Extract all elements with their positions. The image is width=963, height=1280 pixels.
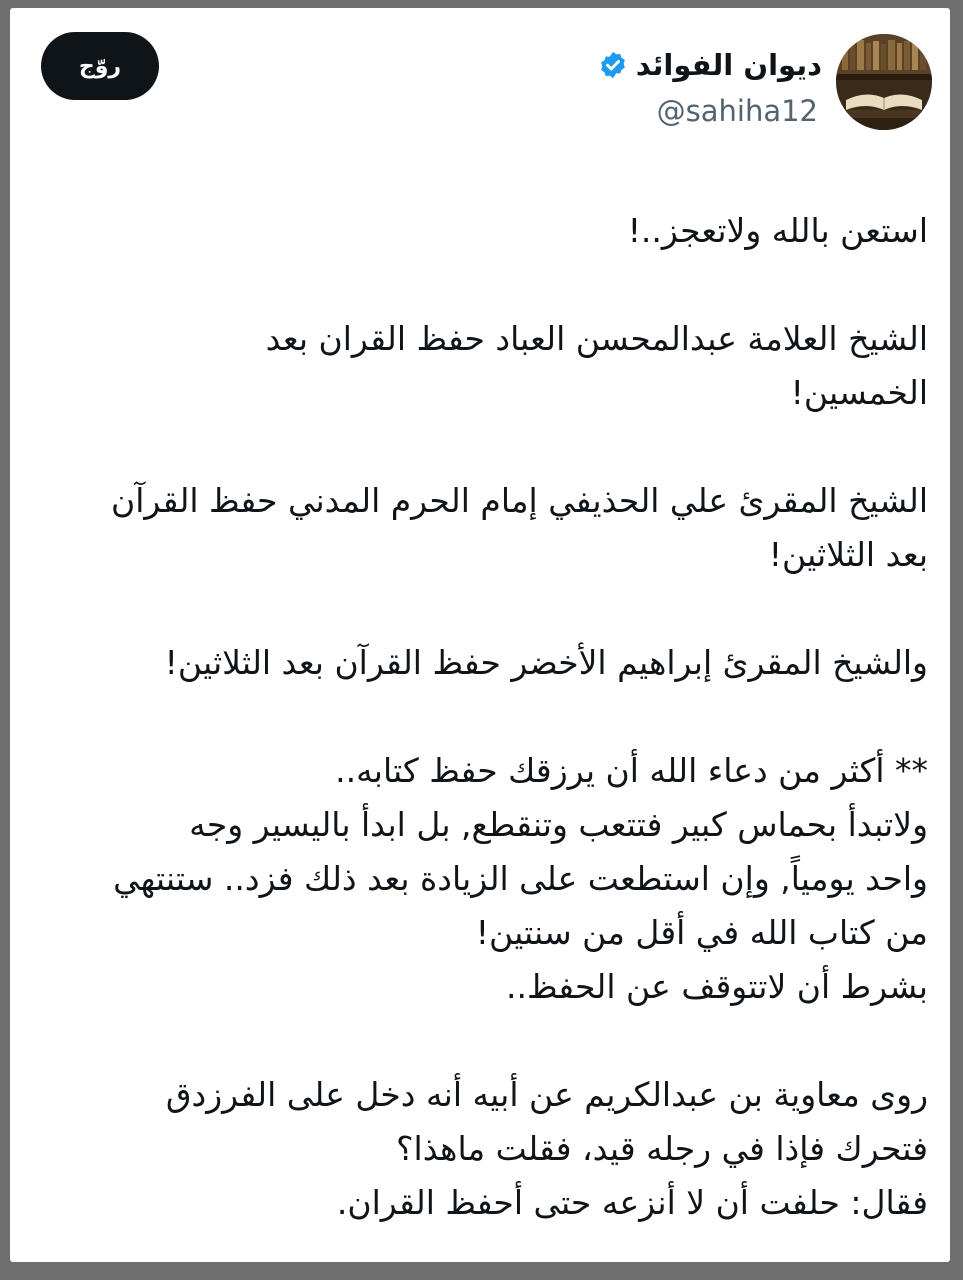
tweet-line: من كتاب الله في أقل من سنتين! [475,913,928,952]
tweet-line: الخمسين! [790,373,928,412]
tweet-line: فتحرك فإذا في رجله قيد، فقلت ماهذا؟ [396,1129,928,1168]
tweet-paragraph [28,204,928,258]
tweet-line: روى معاوية بن عبدالكريم عن أبيه أنه دخل على الفرزدق [165,1075,928,1114]
author-display-name[interactable]: ديوان الفوائد [635,48,822,82]
tweet-line: الشيخ المقرئ علي الحذيفي إمام الحرم المدني حفظ القرآن [111,481,928,520]
tweet-text [28,204,928,1230]
tweet-paragraph [28,1068,928,1230]
author-name-row[interactable] [598,48,822,82]
library-books-avatar-icon [836,34,932,130]
author-handle[interactable]: @sahiha12 [656,94,818,128]
tweet-card [10,8,950,1262]
tweet-line: فقال: حلفت أن لا أنزعه حتى أحفظ القران. [336,1183,928,1222]
tweet-paragraph [28,312,928,420]
tweet-line: واحد يومياً, وإن استطعت على الزيادة بعد ذلك فزد.. ستنتهي [113,859,928,898]
tweet-paragraph [28,636,928,690]
tweet-line: ** أكثر من دعاء الله أن يرزقك حفظ كتابه.. [335,751,928,790]
tweet-line: ولاتبدأ بحماس كبير فتتعب وتنقطع, بل ابدأ باليسير وجه [189,805,928,844]
tweet-line: بشرط أن لاتتوقف عن الحفظ.. [506,967,928,1006]
tweet-paragraph [28,474,928,582]
promote-button[interactable]: روّج [41,32,159,100]
tweet-line: الشيخ العلامة عبدالمحسن العباد حفظ القران بعد [265,319,928,358]
tweet-line: والشيخ المقرئ إبراهيم الأخضر حفظ القرآن بعد الثلاثين! [164,643,928,682]
tweet-paragraph [28,744,928,1014]
avatar[interactable] [836,34,932,130]
tweet-line: استعن بالله ولاتعجز..! [627,211,928,250]
tweet-line: بعد الثلاثين! [768,535,928,574]
verified-badge-icon [598,50,628,80]
